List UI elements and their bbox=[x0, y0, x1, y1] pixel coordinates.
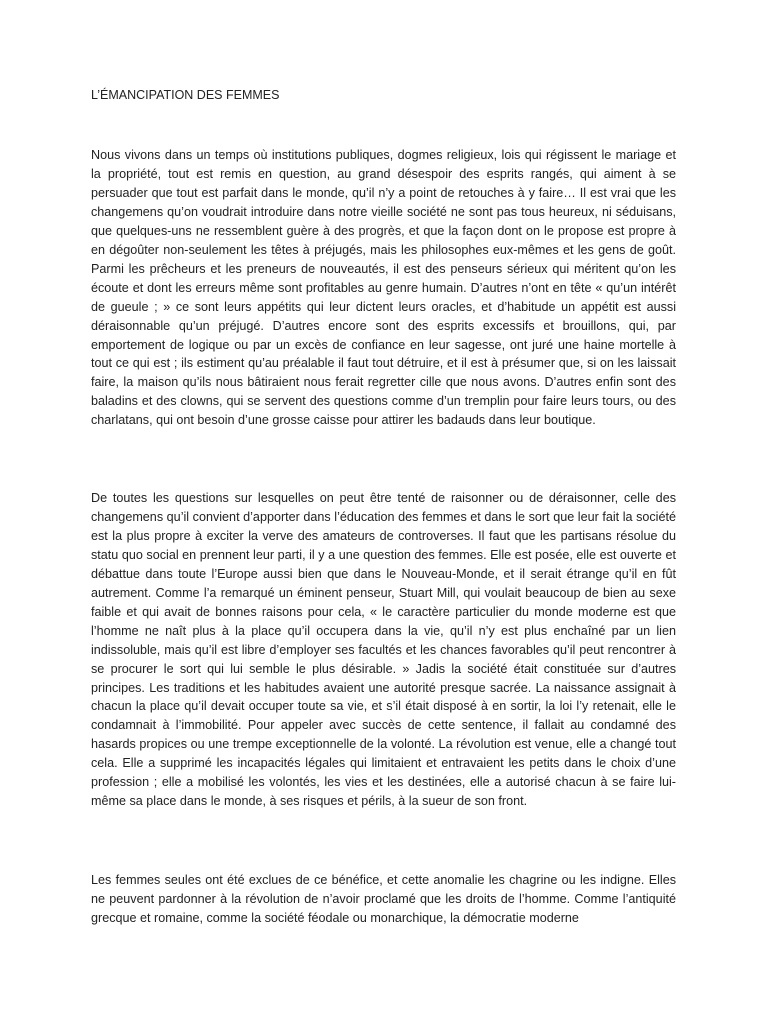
document-title: L’ÉMANCIPATION DES FEMMES bbox=[91, 88, 280, 102]
paragraph-1: Nous vivons dans un temps où institutions publiques, dogmes religieux, lois qui régissent le mariage et la propriété, tout est remis en question, au grand désespoir des esprits rangés, qui aiment à se persuader que tout est parfait dans le monde, qu’il n’y a point de retouches à y faire… Il est vrai que les changemens qu’on voudrait introduire dans notre vieille société ne sont pas tous heureux, ni séduisans, que quelques-uns ne ressemblent guère à des progrès, et que la façon dont on le propose est propre à en dégoûter non-seulement les têtes à préjugés, mais les philosophes eux-mêmes et les gens de goût. Parmi les prêcheurs et les preneurs de nouveautés, il est des penseurs sérieux qui méritent qu’on les écoute et dont les erreurs même sont profitables au genre humain. D’autres n’ont en tête « qu’un intérêt de gueule ; » ce sont leurs appétits qui leur dictent leurs oracles, et d’habitude un appétit est aussi déraisonnable qu’un préjugé. D’autres encore sont des esprits excessifs et brouillons, qui, par emportement de logique ou par un excès de confiance en leur sagesse, ont juré une haine mortelle à tout ce qui est ; ils estiment qu’au préalable il faut tout détruire, et il est à présumer que, si on les laissait faire, la maison qu’ils nous bâtiraient nous ferait regretter cille que nous avons. D’autres enfin sont des baladins et des clowns, qui se servent des questions comme d’un tremplin pour faire leurs tours, ou des charlatans, qui ont besoin d’une grosse caisse pour attirer les badauds dans leur boutique. bbox=[91, 148, 676, 428]
paragraph-2: De toutes les questions sur lesquelles on peut être tenté de raisonner ou de déraisonner, celle des changemens qu’il convient d’apporter dans l’éducation des femmes et dans le sort que leur fait la société est la plus propre à exciter la verve des amateurs de controverses. Il faut que les partisans résolue du statu quo social en prennent leur parti, il y a une question des femmes. Elle est posée, elle est ouverte et débattue dans toute l’Europe aussi bien que dans le Nouveau-Monde, et il serait étrange qu’il en fût autrement. Comme l’a remarqué un éminent penseur, Stuart Mill, qui voulait beaucoup de bien au sexe faible et qui avait de bonnes raisons pour cela, « le caractère particulier du monde moderne est que l’homme ne naît plus à la place qu’il occupera dans la vie, qu’il n’y est plus enchaîné par un lien indissoluble, mais qu’il est libre d’employer ses facultés et les chances favorables qu’il peut rencontrer à se procurer le sort qui lui semble le plus désirable. » Jadis la société était constituée sur d’autres principes. Les traditions et les habitudes avaient une autorité presque sacrée. La naissance assignait à chacun la place qu’il devait occuper toute sa vie, et s’il était disposé à en sortir, la loi l’y retenait, elle le condamnait à l’immobilité. Pour appeler avec succès de cette sentence, il fallait au condamné des hasards propices ou une trempe exceptionnelle de la volonté. La révolution est venue, elle a changé tout cela. Elle a supprimé les incapacités légales qui limitaient et entravaient les petits dans le choix d’une profession ; elle a mobilisé les volontés, les vies et les destinées, elle a autorisé chacun à se faire lui-même sa place dans le monde, à ses risques et périls, à la sueur de son front. bbox=[91, 491, 676, 809]
paragraph-3: Les femmes seules ont été exclues de ce bénéfice, et cette anomalie les chagrine ou les indigne. Elles ne peuvent pardonner à la révolution de n’avoir proclamé que les droits de l’homme. Comme l’antiquité grecque et romaine, comme la société féodale ou monarchique, la démocratie moderne bbox=[91, 873, 676, 925]
